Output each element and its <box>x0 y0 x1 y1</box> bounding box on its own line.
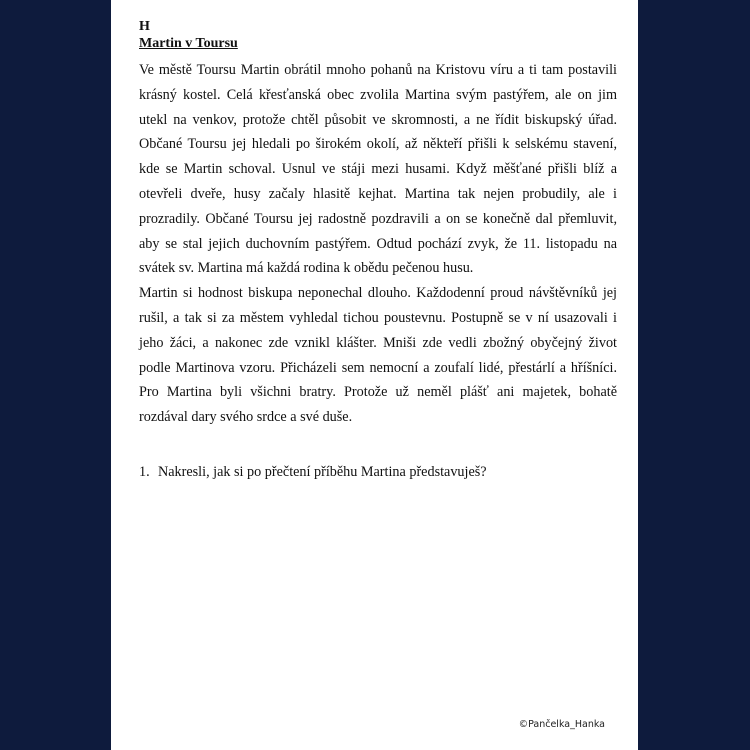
paragraph-1: Ve městě Toursu Martin obrátil mnoho pohanů na Kristovu víru a ti tam postavili krásný kostel. Celá křesťanská obec zvolila Martina svým pastýřem, ale on jim utekl na venkov, protože chtěl působit ve skromnosti, a ne řídit biskupský úřad. Občané Toursu jej hledali po širokém okolí, až někteří přišli k selskému stavení, kde se Martin schoval. Usnul ve stáji mezi husami. Když měšťané přišli blíž a otevřeli dveře, husy začaly hlasitě kejhat. Martina tak nejen probudily, ale i prozradily. Občané Toursu jej radostně pozdravili a on se konečně dal přemluvit, aby se stal jejich duchovním pastýřem. Odtud pochází zvyk, že 11. listopadu na svátek sv. Martina má každá rodina k obědu pečenou husu. <box>139 62 617 277</box>
section-letter: H <box>139 19 150 34</box>
task-item <box>139 462 617 482</box>
task-text: Nakresli, jak si po přečtení příběhu Martina představuješ? <box>158 463 487 480</box>
copyright-footer: ©Pančelka_Hanka <box>518 719 605 730</box>
task-number: 1. <box>139 463 150 480</box>
document-title: Martin v Toursu <box>139 36 238 51</box>
paragraph-2: Martin si hodnost biskupa neponechal dlouho. Každodenní proud návštěvníků jej rušil, a tak si za městem vyhledal tichou poustevnu. Postupně se v ní usazovali i jeho žáci, a nakonec zde vznikl klášter. Mniši zde vedli zbožný obyčejný život podle Martinova vzoru. Přicházeli sem nemocní a zoufalí lidé, přestárlí a hříšníci. Pro Martina byli všichni bratry. Protože už neměl plášť ani majetek, bohatě rozdával dary svého srdce a své duše. <box>139 285 617 426</box>
document-content <box>139 18 617 482</box>
document-page <box>111 0 638 750</box>
